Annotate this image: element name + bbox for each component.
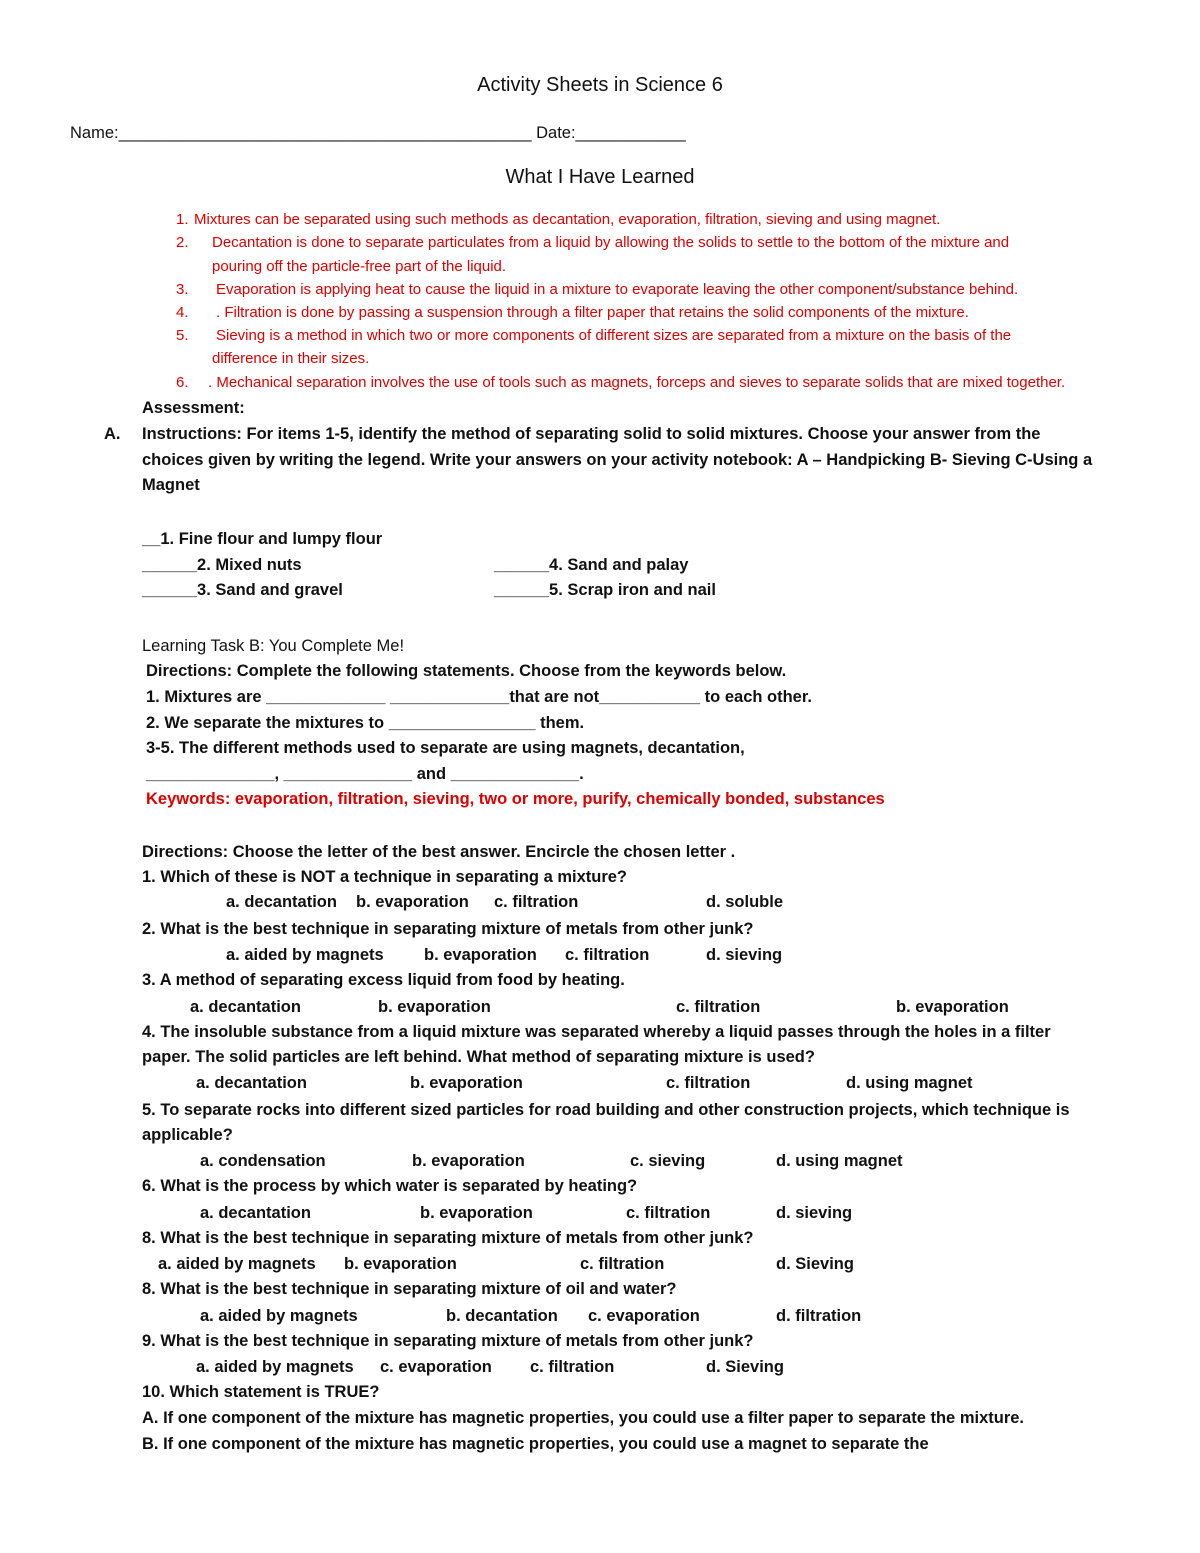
q5-option-a: a. condensation bbox=[200, 1152, 326, 1170]
assessment-instructions-2: choices given by writing the legend. Write your answers on your activity notebook: A – Handpicking B- Sieving C-Using a bbox=[142, 451, 1093, 469]
q1-option-d: d. soluble bbox=[706, 893, 784, 911]
q6-option-b: b. evaporation bbox=[420, 1204, 533, 1222]
learned-num-2: 2. bbox=[176, 234, 189, 251]
section-heading-learned: What I Have Learned bbox=[505, 166, 695, 188]
learned-num-3: 3. bbox=[176, 281, 189, 298]
q8a-option-a: a. aided by magnets bbox=[158, 1255, 316, 1273]
task-b-title: Learning Task B: You Complete Me! bbox=[142, 637, 405, 655]
q9-option-d: d. Sieving bbox=[706, 1358, 784, 1376]
page-title: Activity Sheets in Science 6 bbox=[477, 74, 723, 96]
question-9: 9. What is the best technique in separating mixture of metals from other junk? bbox=[142, 1332, 754, 1350]
question-6: 6. What is the process by which water is separated by heating? bbox=[142, 1177, 638, 1195]
learned-item-1: Mixtures can be separated using such methods as decantation, evaporation, filtration, sieving and using magnet. bbox=[194, 211, 941, 228]
task-b-keywords: Keywords: evaporation, filtration, sieving, two or more, purify, chemically bonded, substances bbox=[146, 790, 885, 808]
q3-option-b: b. evaporation bbox=[378, 998, 491, 1016]
q4-option-c: c. filtration bbox=[666, 1074, 751, 1092]
q6-option-a: a. decantation bbox=[200, 1204, 311, 1222]
assessment-instructions-3: Magnet bbox=[142, 476, 200, 494]
q8a-option-d: d. Sieving bbox=[776, 1255, 854, 1273]
question-3: 3. A method of separating excess liquid from food by heating. bbox=[142, 971, 625, 989]
learned-item-2-cont: pouring off the particle-free part of the liquid. bbox=[212, 258, 507, 275]
learned-num-5: 5. bbox=[176, 327, 189, 344]
learned-item-5: Sieving is a method in which two or more components of different sizes are separated from a mixture on the basis of the bbox=[216, 327, 1012, 344]
learned-item-3: Evaporation is applying heat to cause the liquid in a mixture to evaporate leaving the other component/substance behind. bbox=[216, 281, 1019, 298]
assessment-item-1: __1. Fine flour and lumpy flour bbox=[142, 530, 383, 548]
question-8b: 8. What is the best technique in separating mixture of oil and water? bbox=[142, 1280, 677, 1298]
assessment-item-3: ______3. Sand and gravel bbox=[142, 581, 343, 599]
learned-num-6: 6. bbox=[176, 374, 189, 391]
learned-item-5-cont: difference in their sizes. bbox=[212, 350, 370, 367]
q9-option-a: a. aided by magnets bbox=[196, 1358, 354, 1376]
q8a-option-b: b. evaporation bbox=[344, 1255, 457, 1273]
statement-a: A. If one component of the mixture has magnetic properties, you could use a filter paper to separate the mixture. bbox=[142, 1409, 1025, 1427]
q1-option-c: c. filtration bbox=[494, 893, 579, 911]
q3-option-a: a. decantation bbox=[190, 998, 301, 1016]
q5-option-d: d. using magnet bbox=[776, 1152, 903, 1170]
q2-option-b: b. evaporation bbox=[424, 946, 537, 964]
q4-option-b: b. evaporation bbox=[410, 1074, 523, 1092]
assessment-item-2: ______2. Mixed nuts bbox=[142, 556, 302, 574]
question-5-cont: applicable? bbox=[142, 1126, 233, 1144]
q4-option-d: d. using magnet bbox=[846, 1074, 973, 1092]
q4-option-a: a. decantation bbox=[196, 1074, 307, 1092]
learned-num-4: 4. bbox=[176, 304, 189, 321]
assessment-item-5: ______5. Scrap iron and nail bbox=[494, 581, 716, 599]
statement-b: B. If one component of the mixture has magnetic properties, you could use a magnet to separate the bbox=[142, 1435, 929, 1453]
question-4-cont: paper. The solid particles are left behind. What method of separating mixture is used? bbox=[142, 1048, 815, 1066]
learned-item-4: . Filtration is done by passing a suspension through a filter paper that retains the solid components of the mixture. bbox=[216, 304, 969, 321]
assessment-instructions-1: Instructions: For items 1-5, identify the method of separating solid to solid mixtures. Choose your answer from the bbox=[142, 425, 1041, 443]
question-8a: 8. What is the best technique in separating mixture of metals from other junk? bbox=[142, 1229, 754, 1247]
task-b-line-2: 2. We separate the mixtures to ________________ them. bbox=[146, 714, 585, 732]
learned-item-6: . Mechanical separation involves the use of tools such as magnets, forceps and sieves to separate solids that are mixed together. bbox=[208, 374, 1066, 391]
question-5: 5. To separate rocks into different sized particles for road building and other construction projects, which technique is bbox=[142, 1101, 1070, 1119]
q8b-option-b: b. decantation bbox=[446, 1307, 558, 1325]
q2-option-d: d. sieving bbox=[706, 946, 783, 964]
learned-item-2: Decantation is done to separate particulates from a liquid by allowing the solids to settle to the bottom of the mixture and bbox=[212, 234, 1010, 251]
q1-option-b: b. evaporation bbox=[356, 893, 469, 911]
name-date-line: Name:_____________________________________________ Date:____________ bbox=[70, 124, 686, 142]
q3-option-d: b. evaporation bbox=[896, 998, 1009, 1016]
q8b-option-c: c. evaporation bbox=[588, 1307, 700, 1325]
q9-option-b: c. evaporation bbox=[380, 1358, 492, 1376]
assessment-label: Assessment: bbox=[142, 399, 245, 417]
question-2: 2. What is the best technique in separating mixture of metals from other junk? bbox=[142, 920, 754, 938]
task-b-directions: Directions: Complete the following statements. Choose from the keywords below. bbox=[146, 662, 787, 680]
question-4: 4. The insoluble substance from a liquid mixture was separated whereby a liquid passes through the holes in a filter bbox=[142, 1023, 1051, 1041]
q9-option-c: c. filtration bbox=[530, 1358, 615, 1376]
q3-option-c: c. filtration bbox=[676, 998, 761, 1016]
task-b-line-1: 1. Mixtures are _____________ _____________that are not___________ to each other. bbox=[146, 688, 812, 706]
learned-num-1: 1. bbox=[176, 211, 189, 228]
question-1: 1. Which of these is NOT a technique in separating a mixture? bbox=[142, 868, 628, 886]
q6-option-c: c. filtration bbox=[626, 1204, 711, 1222]
assessment-letter: A. bbox=[104, 425, 121, 443]
task-b-line-3: 3-5. The different methods used to separate are using magnets, decantation, bbox=[146, 739, 745, 757]
q1-option-a: a. decantation bbox=[226, 893, 337, 911]
q8a-option-c: c. filtration bbox=[580, 1255, 665, 1273]
q6-option-d: d. sieving bbox=[776, 1204, 853, 1222]
mcq-directions: Directions: Choose the letter of the best answer. Encircle the chosen letter . bbox=[142, 843, 736, 861]
question-10: 10. Which statement is TRUE? bbox=[142, 1383, 380, 1401]
q8b-option-d: d. filtration bbox=[776, 1307, 862, 1325]
q5-option-c: c. sieving bbox=[630, 1152, 706, 1170]
assessment-item-4: ______4. Sand and palay bbox=[494, 556, 689, 574]
q8b-option-a: a. aided by magnets bbox=[200, 1307, 358, 1325]
q5-option-b: b. evaporation bbox=[412, 1152, 525, 1170]
q2-option-a: a. aided by magnets bbox=[226, 946, 384, 964]
q2-option-c: c. filtration bbox=[565, 946, 650, 964]
task-b-line-4: ______________, ______________ and ______________. bbox=[146, 765, 584, 783]
